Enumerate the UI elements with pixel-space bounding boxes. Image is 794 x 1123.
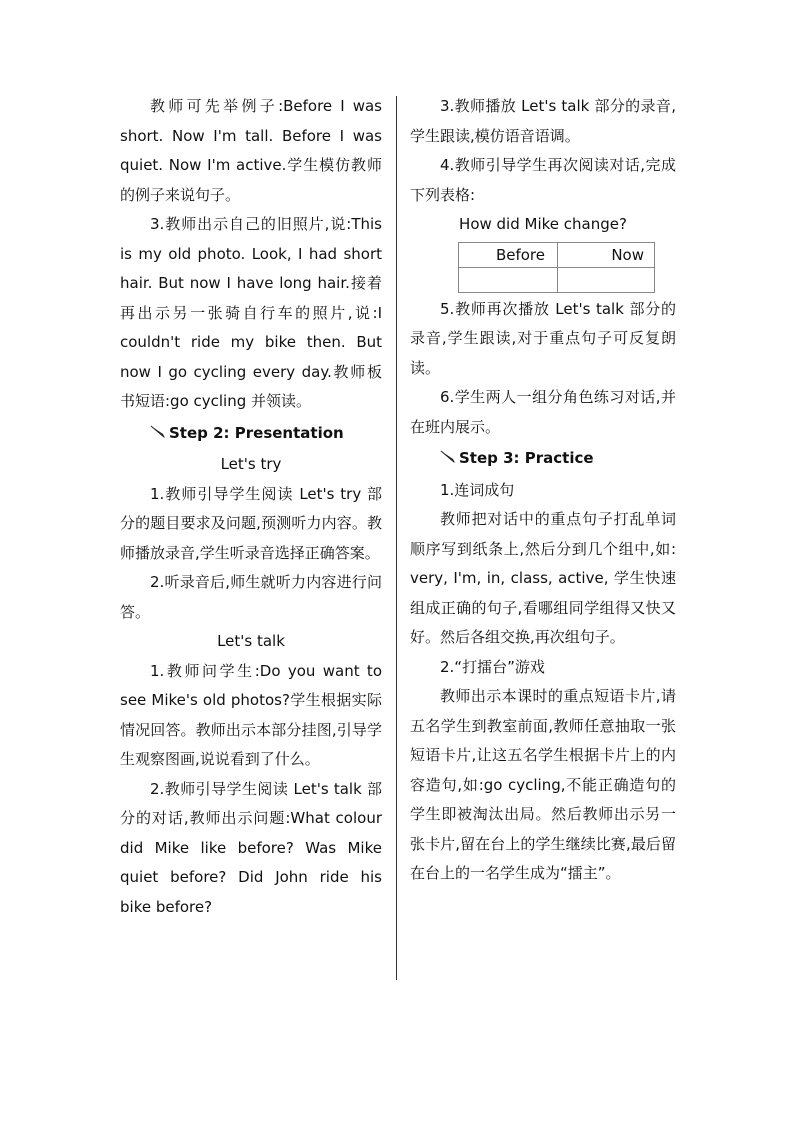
column-divider xyxy=(396,96,397,980)
paragraph: 5.教师再次播放 Let's talk 部分的录音,学生跟读,对于重点句子可反复朗读。 xyxy=(410,299,676,377)
paragraph: 2.教师引导学生阅读 Let's talk 部分的对话,教师出示问题:What colour did Mike like before? Was Mike quiet before? Did John ride his bike before? xyxy=(120,779,382,916)
table-title: How did Mike change? xyxy=(459,215,627,233)
section-title: Let's try xyxy=(220,455,282,473)
right-column xyxy=(410,92,676,889)
paragraph: 3.教师播放 Let's talk 部分的录音,学生跟读,模仿语音语调。 xyxy=(410,97,676,145)
paragraph: 1.连词成句 xyxy=(440,480,515,499)
quill-icon xyxy=(150,425,166,439)
step-heading-text: Step 2: Presentation xyxy=(169,423,344,442)
step-heading-text: Step 3: Practice xyxy=(459,449,594,467)
table-cell xyxy=(558,267,655,292)
paragraph: 3.教师出示自己的旧照片,说:This is my old photo. Look, I had short hair. But now I have long hair.接着再出示另一张骑自行车的照片,说:I couldn't ride my bike then. But now I go cycling every day.教师板书短语:go cycling 并领读。 xyxy=(120,215,382,410)
paragraph: 教师把对话中的重点句子打乱单词顺序写到纸条上,然后分到几个组中,如: very, I'm, in, class, active, 学生快速组成正确的句子,看哪组同学组得又快又好。然后各组交换,再次组句子。 xyxy=(410,510,676,646)
step-heading xyxy=(410,444,676,474)
paragraph: 教师可先举例子:Before I was short. Now I'm tall. Before I was quiet. Now I'm active.学生模仿教师的例子来说句子。 xyxy=(120,97,382,204)
table-header-now: Now xyxy=(558,242,655,267)
paragraph: 1.教师引导学生阅读 Let's try 部分的题目要求及问题,预测听力内容。教师播放录音,学生听录音选择正确答案。 xyxy=(120,484,382,562)
paragraph: 4.教师引导学生再次阅读对话,完成下列表格: xyxy=(410,156,676,204)
paragraph: 教师出示本课时的重点短语卡片,请五名学生到教室前面,教师任意抽取一张短语卡片,让这五名学生根据卡片上的内容造句,如:go cycling,不能正确造句的学生即被淘汰出局。然后教师出示另一张卡片,留在台上的学生继续比赛,最后留在台上的一名学生成为“擂主”。 xyxy=(410,687,676,882)
step-heading xyxy=(120,419,382,449)
paragraph: 2.听录音后,师生就听力内容进行问答。 xyxy=(120,573,382,621)
change-table xyxy=(458,242,655,293)
left-column xyxy=(120,92,382,922)
paragraph: 1.教师问学生:Do you want to see Mike's old photos?学生根据实际情况回答。教师出示本部分挂图,引导学生观察图画,说说看到了什么。 xyxy=(120,661,382,768)
section-title: Let's talk xyxy=(217,632,285,650)
table-header-before: Before xyxy=(459,242,558,267)
table-cell xyxy=(459,267,558,292)
quill-icon xyxy=(440,450,456,464)
paragraph: 2.“打擂台”游戏 xyxy=(440,657,545,676)
paragraph: 6.学生两人一组分角色练习对话,并在班内展示。 xyxy=(410,388,676,436)
